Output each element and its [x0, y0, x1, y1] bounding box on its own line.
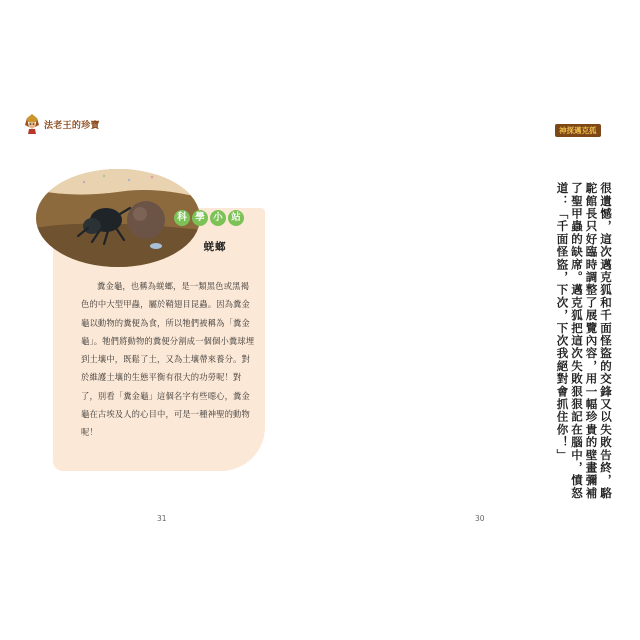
science-label-char: 站 — [228, 210, 244, 226]
pharaoh-icon — [24, 113, 40, 135]
science-subtitle: 蜣螂 — [203, 241, 227, 253]
science-body-text — [81, 277, 257, 442]
science-paragraph: 糞金龜，也稱為蜣螂，是一類黑色或黑褐色的中大型甲蟲，屬於鞘翅目昆蟲。因為糞金龜以動物的糞便為食，所以牠們被稱為「糞金龜」。牠們將動物的糞便分割成一個個小糞球埋到土壤中，既鬆了土，又為土壤帶來養分。對於維護土壤的生態平衡有很大的功勞呢！對了，別看「糞金龜」這個名字有些噁心，糞金龜在古埃及人的心目中，可是一種神聖的動物呢！ — [81, 281, 255, 438]
page-number-right: 30 — [475, 514, 485, 523]
page-number-left: 31 — [157, 514, 167, 523]
science-label-char: 學 — [192, 210, 208, 226]
story-text — [503, 182, 613, 512]
left-page-header — [24, 113, 100, 135]
book-title: 法老王的珍寶 — [44, 120, 100, 131]
science-station-label — [174, 210, 244, 226]
story-paragraph: 很遺憾，這次邁克狐和千面怪盜的交鋒又以失敗告終，駱駝館長只好臨時調整了展覽內容，用一幅珍貴的壁畫彌補了聖甲蟲的缺席。邁克狐把這次失敗狠狠記在腦中，憤怒道：「千面怪盜，下次，下次我絕對會抓住你！」 — [555, 182, 613, 500]
series-label: 神探邁克狐 — [555, 124, 601, 137]
science-label-char: 小 — [210, 210, 226, 226]
science-label-char: 科 — [174, 210, 190, 226]
